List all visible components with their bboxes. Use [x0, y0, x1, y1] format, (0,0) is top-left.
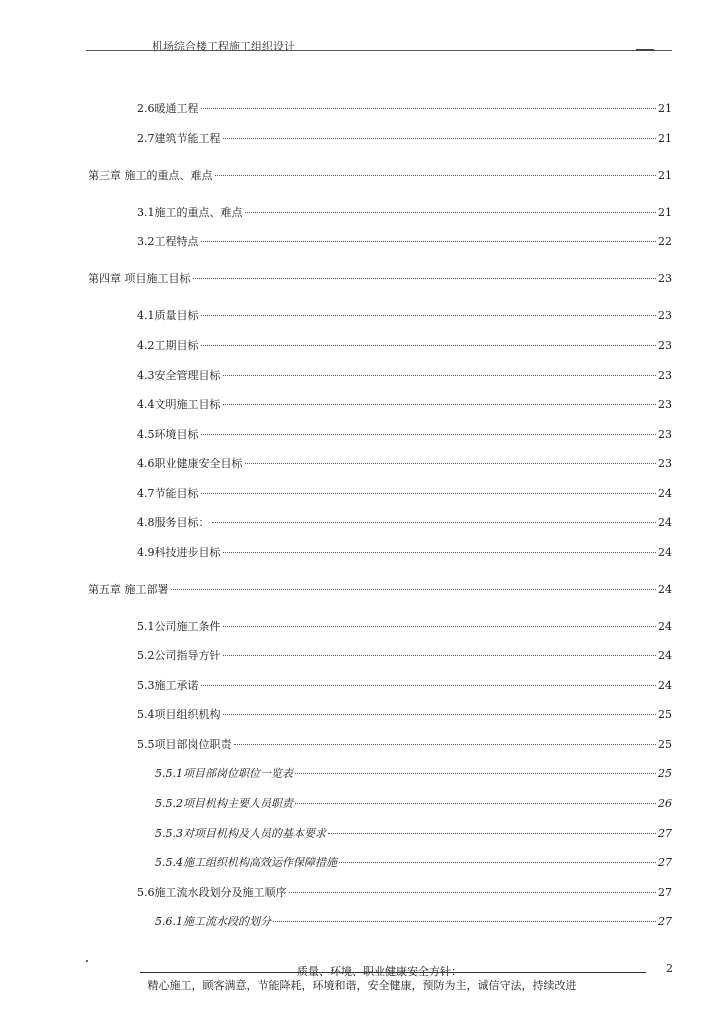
toc-subsection-entry[interactable] [155, 856, 672, 870]
toc-entry[interactable] [137, 428, 672, 442]
toc-leader-dots [201, 108, 657, 109]
toc-entry[interactable] [137, 886, 672, 900]
toc-entry[interactable] [137, 102, 672, 116]
toc-entry-label: 第五章 施工部署 [88, 583, 169, 596]
toc-leader-dots [223, 626, 657, 627]
toc-entry[interactable] [137, 738, 672, 752]
toc-leader-dots [223, 404, 657, 405]
toc-entry-page: 24 [658, 679, 672, 692]
toc-leader-dots [201, 241, 657, 242]
toc-entry[interactable] [137, 309, 672, 323]
toc-entry-page: 23 [658, 369, 672, 382]
header-title: 机场综合楼工程施工组织设计 [152, 40, 295, 53]
toc-subsection-entry[interactable] [155, 827, 672, 841]
toc-entry-page: 24 [658, 620, 672, 633]
toc-entry-page: 21 [658, 206, 672, 219]
toc-entry-page: 21 [658, 102, 672, 115]
toc-entry-page: 23 [658, 457, 672, 470]
footer-policy-text: 精心施工，顾客满意，节能降耗，环境和谐，安全健康，预防为主，诚信守法，持续改进 [147, 979, 577, 992]
footer-policy-heading: 质量、环境、职业健康安全方针： [297, 965, 462, 978]
toc-entry-page: 24 [658, 583, 672, 596]
toc-entry-page: 23 [658, 309, 672, 322]
toc-entry-page: 27 [658, 856, 672, 869]
toc-leader-dots [201, 493, 657, 494]
toc-entry-label: 5.3施工承诺 [137, 679, 199, 692]
toc-leader-dots [201, 345, 657, 346]
toc-entry-label: 5.1公司施工条件 [137, 620, 221, 633]
toc-chapter-entry[interactable] [88, 272, 672, 286]
toc-entry-label: 4.2工期目标 [137, 339, 199, 352]
toc-leader-dots [245, 212, 657, 213]
toc-entry-page: 27 [658, 827, 672, 840]
toc-entry-page: 21 [658, 132, 672, 145]
toc-entry-label: 2.6暖通工程 [137, 102, 199, 115]
toc-entry-page: 23 [658, 339, 672, 352]
toc-leader-dots [201, 315, 657, 316]
toc-leader-dots [201, 685, 657, 686]
toc-leader-dots [223, 552, 657, 553]
toc-subsection-entry[interactable] [155, 767, 672, 781]
toc-leader-dots [215, 175, 657, 176]
toc-entry-page: 23 [658, 272, 672, 285]
toc-entry[interactable] [137, 339, 672, 353]
toc-leader-dots [223, 138, 657, 139]
toc-entry[interactable] [137, 206, 672, 220]
toc-subsection-entry[interactable] [155, 797, 672, 811]
toc-entry[interactable] [137, 516, 672, 530]
toc-leader-dots [339, 862, 656, 863]
toc-entry-label: 4.7节能目标 [137, 487, 199, 500]
toc-leader-dots [295, 803, 656, 804]
toc-leader-dots [212, 522, 657, 523]
toc-entry[interactable] [137, 132, 672, 146]
toc-leader-dots [201, 434, 657, 435]
toc-leader-dots [193, 278, 657, 279]
toc-entry-label: 4.6职业健康安全目标 [137, 457, 243, 470]
toc-leader-dots [289, 892, 657, 893]
toc-entry-label: 5.6.1施工流水段的划分 [155, 915, 271, 928]
toc-entry-page: 23 [658, 428, 672, 441]
toc-entry-page: 23 [658, 398, 672, 411]
toc-entry-page: 24 [658, 649, 672, 662]
toc-entry-label: 2.7建筑节能工程 [137, 132, 221, 145]
toc-entry[interactable] [137, 487, 672, 501]
toc-entry[interactable] [137, 235, 672, 249]
toc-entry-label: 5.5.3对项目机构及人员的基本要求 [155, 827, 326, 840]
toc-leader-dots [295, 773, 656, 774]
toc-entry-label: 5.4项目组织机构 [137, 708, 221, 721]
toc-entry-page: 25 [658, 738, 672, 751]
toc-leader-dots [234, 744, 657, 745]
toc-entry[interactable] [137, 679, 672, 693]
toc-leader-dots [223, 714, 657, 715]
toc-entry-page: 21 [658, 169, 672, 182]
header-divider [86, 50, 672, 51]
toc-entry-page: 25 [658, 708, 672, 721]
toc-entry-label: 3.1施工的重点、难点 [137, 206, 243, 219]
toc-entry-page: 26 [658, 797, 672, 810]
toc-entry-label: 第四章 项目施工目标 [88, 272, 191, 285]
toc-entry[interactable] [137, 708, 672, 722]
toc-entry-label: 4.9科技进步目标 [137, 546, 221, 559]
toc-leader-dots [328, 833, 656, 834]
toc-entry-page: 24 [658, 516, 672, 529]
toc-entry[interactable] [137, 457, 672, 471]
toc-entry-page: 24 [658, 546, 672, 559]
toc-entry-label: 5.5.2项目机构主要人员职责 [155, 797, 293, 810]
toc-entry-label: 3.2工程特点 [137, 235, 199, 248]
header-divider-accent [636, 49, 654, 51]
page-number: 2 [666, 962, 673, 975]
toc-entry-label: 5.5项目部岗位职责 [137, 738, 232, 751]
toc-entry[interactable] [137, 369, 672, 383]
toc-entry-label: 5.6施工流水段划分及施工顺序 [137, 886, 287, 899]
toc-entry-page: 24 [658, 487, 672, 500]
toc-entry[interactable] [137, 546, 672, 560]
toc-leader-dots [171, 589, 657, 590]
toc-entry[interactable] [137, 649, 672, 663]
footer-mark [86, 960, 88, 962]
toc-entry-label: 5.5.4施工组织机构高效运作保障措施 [155, 856, 337, 869]
toc-entry-label: 第三章 施工的重点、难点 [88, 169, 213, 182]
toc-entry-label: 4.3安全管理目标 [137, 369, 221, 382]
toc-entry-label: 5.2公司指导方针 [137, 649, 221, 662]
toc-entry[interactable] [137, 620, 672, 634]
toc-leader-dots [245, 463, 657, 464]
toc-entry-label: 4.1质量目标 [137, 309, 199, 322]
toc-entry-label: 4.5环境目标 [137, 428, 199, 441]
toc-entry[interactable] [137, 398, 672, 412]
toc-entry-page: 27 [658, 886, 672, 899]
footer-divider [140, 972, 646, 973]
toc-subsection-entry[interactable] [155, 915, 672, 929]
toc-chapter-entry[interactable] [88, 583, 672, 597]
toc-leader-dots [223, 655, 657, 656]
toc-entry-label: 4.8服务目标： [137, 516, 210, 529]
toc-entry-label: 4.4文明施工目标 [137, 398, 221, 411]
toc-entry-page: 27 [658, 915, 672, 928]
toc-leader-dots [223, 375, 657, 376]
toc-entry-label: 5.5.1项目部岗位职位一览表 [155, 767, 293, 780]
toc-chapter-entry[interactable] [88, 169, 672, 183]
toc-entry-page: 22 [658, 235, 672, 248]
toc-entry-page: 25 [658, 767, 672, 780]
toc-leader-dots [273, 921, 656, 922]
